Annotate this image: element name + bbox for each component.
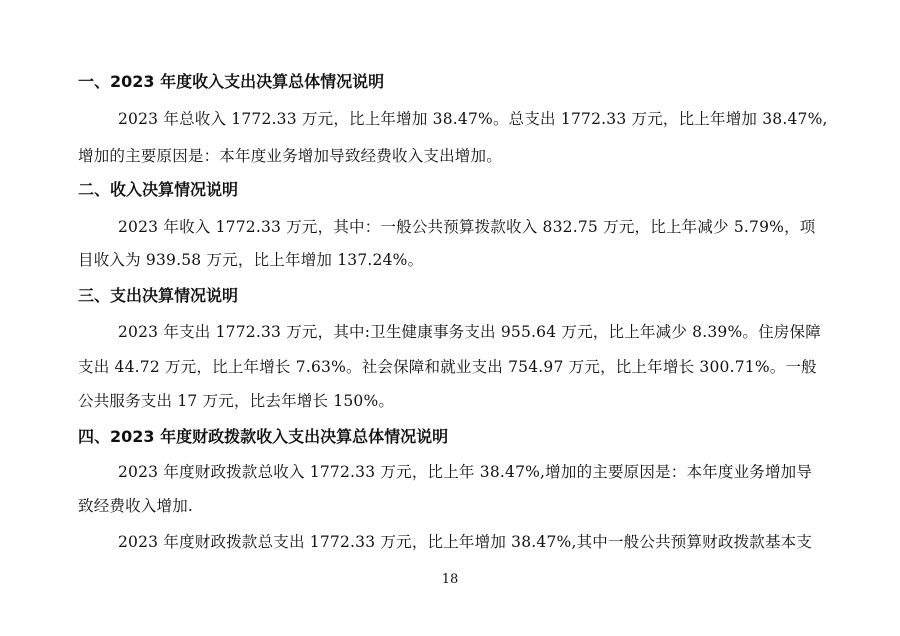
section-2-line-1: 2023 年收入 1772.33 万元，其中：一般公共预算拨款收入 832.75 万元，比上年减少 5.79%，项	[118, 218, 816, 236]
section-4-line-3: 2023 年度财政拨款总支出 1772.33 万元，比上年增加 38.47%,其中一般公共预算财政拨款基本支	[118, 533, 813, 551]
section-1-line-2: 增加的主要原因是：本年度业务增加导致经费收入支出增加。	[78, 147, 502, 165]
section-4-heading: 四、2023 年度财政拨款收入支出决算总体情况说明	[78, 427, 449, 446]
section-1-heading: 一、2023 年度收入支出决算总体情况说明	[78, 72, 385, 91]
page-number: 18	[441, 572, 459, 587]
section-3-line-3: 公共服务支出 17 万元，比去年增长 150%。	[78, 392, 395, 410]
section-4-line-2: 致经费收入增加.	[78, 497, 194, 515]
section-2-heading: 二、收入决算情况说明	[78, 180, 239, 199]
section-3-line-2: 支出 44.72 万元，比上年增长 7.63%。社会保障和就业支出 754.97 万元，比上年增长 300.71%。一般	[78, 358, 817, 376]
section-1-line-1: 2023 年总收入 1772.33 万元，比上年增加 38.47%。总支出 1772.33 万元，比上年增加 38.47%,	[118, 110, 828, 128]
section-2-line-2: 目收入为 939.58 万元，比上年增加 137.24%。	[78, 251, 424, 269]
section-3-heading: 三、支出决算情况说明	[78, 286, 239, 305]
section-3-line-1: 2023 年支出 1772.33 万元，其中:卫生健康事务支出 955.64 万元，比上年减少 8.39%。住房保障	[118, 323, 821, 341]
section-4-line-1: 2023 年度财政拨款总收入 1772.33 万元，比上年 38.47%,增加的主要原因是：本年度业务增加导	[118, 463, 813, 481]
